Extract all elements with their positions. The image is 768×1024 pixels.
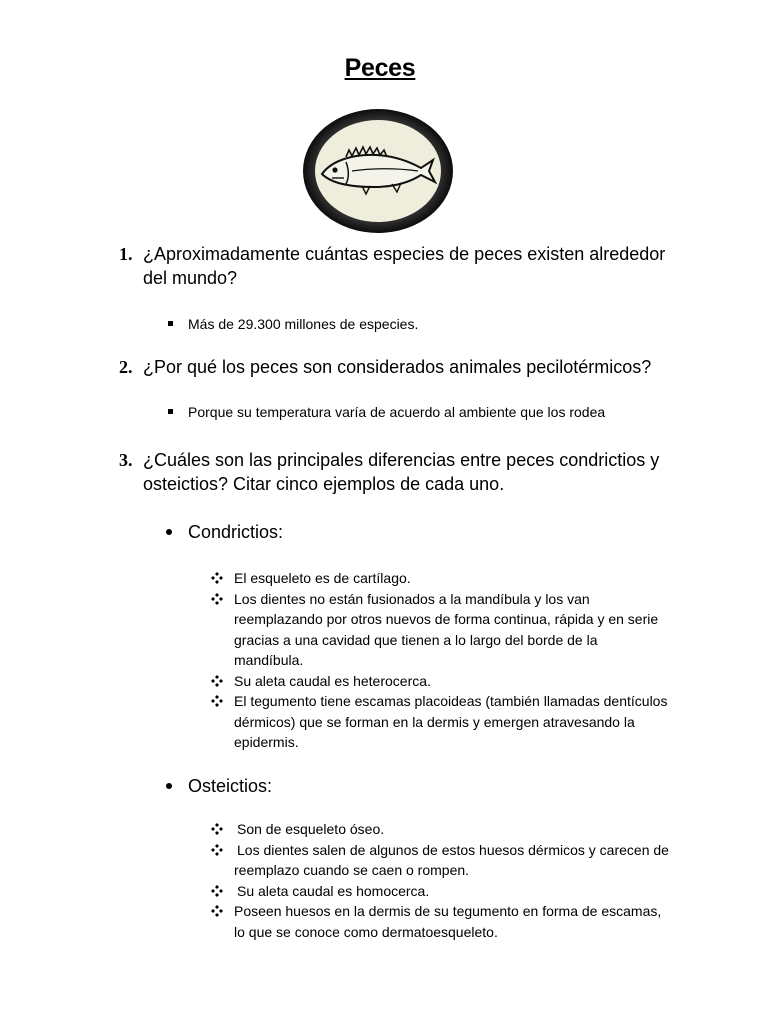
osteictios-heading: Osteictios: <box>166 774 272 798</box>
answer-1 <box>168 314 418 334</box>
four-diamond-bullet-icon <box>211 844 223 856</box>
four-diamond-bullet-icon <box>211 593 223 605</box>
osteictios-list <box>210 819 670 942</box>
condrictios-list <box>210 568 670 753</box>
page-title: Peces <box>344 54 416 82</box>
four-diamond-bullet-icon <box>211 905 223 917</box>
list-item: El tegumento tiene escamas placoideas (también llamadas dentículos dérmicos) que se forman en la dermis y emergen atravesando la epidermis. <box>210 691 670 753</box>
list-item: Los dientes no están fusionados a la mandíbula y los van reemplazando por otros nuevos de forma continua, rápida y en serie gracias a una cavidad que tienen a lo largo del borde de la mandíbula. <box>210 589 670 671</box>
list-item: Los dientes salen de algunos de estos huesos dérmicos y carecen de reemplazo cuando se caen o rompen. <box>210 840 670 881</box>
question-1 <box>119 242 679 290</box>
condrictios-heading: Condrictios: <box>166 520 283 544</box>
question-text: ¿Aproximadamente cuántas especies de peces existen alrededor del mundo? <box>143 244 666 288</box>
question-text: ¿Por qué los peces son considerados animales pecilotérmicos? <box>143 357 652 377</box>
list-item: Su aleta caudal es homocerca. <box>210 881 670 902</box>
question-number: 2. <box>119 357 133 377</box>
question-3 <box>119 448 679 496</box>
list-item: El esqueleto es de cartílago. <box>210 568 670 589</box>
question-2 <box>119 355 679 379</box>
answer-2 <box>168 402 605 422</box>
list-item: Poseen huesos en la dermis de su tegumento en forma de escamas, lo que se conoce como dermatoesqueleto. <box>210 901 670 942</box>
answer-text: Porque su temperatura varía de acuerdo al ambiente que los rodea <box>188 404 606 420</box>
square-bullet-icon <box>168 321 173 326</box>
question-text: ¿Cuáles son las principales diferencias entre peces condrictios y osteictios? Citar cinco ejemplos de cada uno. <box>143 450 660 494</box>
four-diamond-bullet-icon <box>211 695 223 707</box>
four-diamond-bullet-icon <box>211 823 223 835</box>
four-diamond-bullet-icon <box>211 675 223 687</box>
square-bullet-icon <box>168 409 173 414</box>
round-bullet-icon <box>166 529 172 535</box>
question-number: 1. <box>119 244 133 264</box>
four-diamond-bullet-icon <box>211 572 223 584</box>
round-bullet-icon <box>166 783 172 789</box>
answer-text: Más de 29.300 millones de especies. <box>188 316 419 332</box>
question-number: 3. <box>119 450 133 470</box>
list-item: Son de esqueleto óseo. <box>210 819 670 840</box>
list-item: Su aleta caudal es heterocerca. <box>210 671 670 692</box>
four-diamond-bullet-icon <box>211 885 223 897</box>
fish-emblem-icon <box>302 108 454 234</box>
